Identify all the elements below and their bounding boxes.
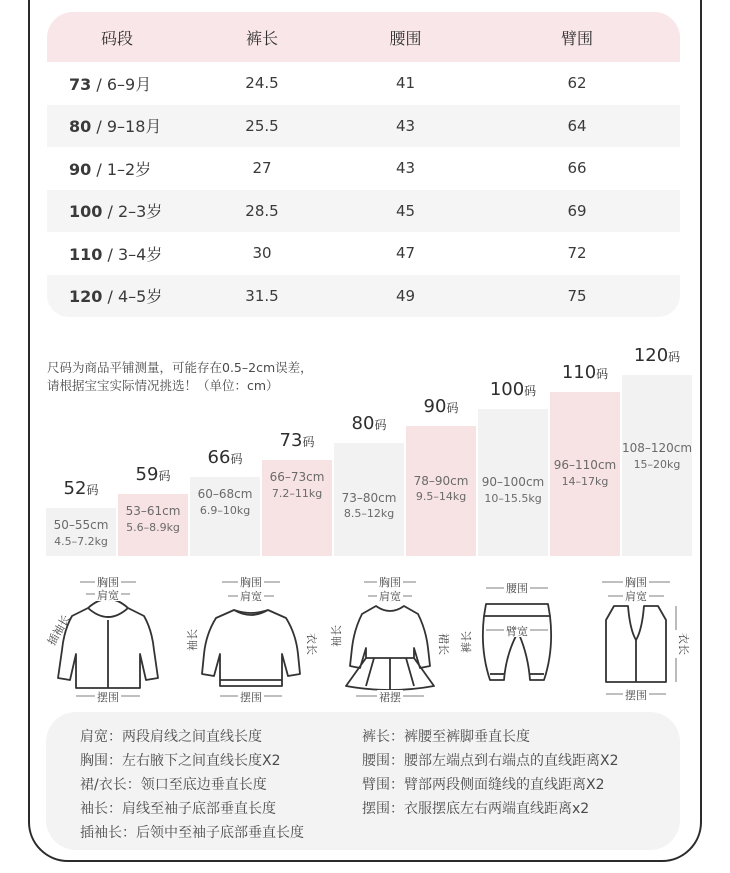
height-range: 73–80cm — [341, 491, 397, 505]
waist-cell: 45 — [395, 201, 416, 220]
height-range: 60–68cm — [197, 487, 253, 501]
pants-length-cell: 30 — [252, 244, 272, 263]
arm-cell: 66 — [567, 159, 587, 178]
size-bar-label — [334, 413, 404, 434]
hoodie-hem-label: 摆围 — [97, 691, 119, 704]
size-bar-label — [118, 464, 188, 485]
dress-icon — [330, 570, 450, 710]
pants-length-cell: 31.5 — [245, 286, 279, 305]
size-unit: 码 — [668, 350, 681, 364]
size-bar — [262, 460, 332, 556]
size-bar — [622, 375, 692, 556]
age-range: / 2–3岁 — [102, 202, 163, 222]
height-range: 90–100cm — [481, 475, 545, 489]
definition-item: 摆围：衣服摆底左右两端直线距离x2 — [362, 801, 590, 817]
definition-item: 肩宽：两段肩线之间直线长度 — [80, 729, 262, 745]
size-bar — [190, 477, 260, 556]
size-unit: 码 — [158, 469, 171, 483]
header-size: 码段 — [100, 28, 133, 48]
hoodie-shoulder-label: 肩宽 — [97, 589, 119, 602]
header-waist: 腰围 — [389, 28, 422, 48]
size-number: 73 — [279, 430, 303, 451]
definition-item: 裙/衣长：领口至底边垂直长度 — [80, 777, 267, 793]
vest-length-label: 衣长 — [677, 633, 690, 655]
waist-cell: 47 — [395, 244, 416, 263]
size-bar — [406, 426, 476, 556]
size-bar-label — [406, 396, 476, 417]
height-range: 50–55cm — [53, 518, 109, 532]
arm-cell: 72 — [567, 244, 587, 263]
size-bar-label — [46, 478, 116, 499]
arm-cell: 62 — [567, 74, 587, 93]
size-bar-label — [262, 430, 332, 451]
definition-item: 袖长：肩线至袖子底部垂直长度 — [80, 801, 276, 817]
height-range: 108–120cm — [622, 441, 693, 455]
definition-item: 臂围：臂部两段侧面缝线的直线距离X2 — [362, 777, 605, 793]
size-value: 110 — [69, 244, 103, 264]
note-line-2: 请根据宝宝实际情况挑选！（单位：cm） — [47, 378, 279, 393]
age-range: / 6–9月 — [91, 74, 152, 94]
sweater-shoulder-label: 肩宽 — [240, 590, 262, 603]
header-arm: 臂围 — [560, 28, 593, 48]
size-bar — [478, 409, 548, 556]
vest-chest-label: 胸围 — [625, 576, 647, 589]
weight-range: 6.9–10kg — [199, 504, 251, 517]
size-unit: 码 — [86, 483, 99, 497]
vest-hem-label: 摆围 — [625, 689, 647, 702]
age-range: / 4–5岁 — [102, 287, 163, 307]
weight-range: 5.6–8.9kg — [126, 521, 180, 534]
waist-cell: 43 — [395, 116, 416, 135]
arm-cell: 64 — [567, 116, 587, 135]
size-unit: 码 — [230, 452, 243, 466]
size-value: 120 — [69, 287, 103, 307]
size-unit: 码 — [374, 418, 387, 432]
sweater-length-label: 衣长 — [305, 633, 318, 655]
vest-shoulder-label: 肩宽 — [625, 590, 647, 603]
size-bar-label — [622, 345, 692, 366]
dress-diagram — [330, 570, 450, 710]
pants-length-label: 裤长 — [460, 631, 473, 653]
size-value: 90 — [69, 159, 92, 179]
definition-item: 胸围：左右腋下之间直线长度X2 — [80, 753, 281, 769]
pants-waist-label: 腰围 — [506, 582, 528, 595]
age-range: / 1–2岁 — [91, 159, 152, 179]
size-value: 73 — [69, 74, 92, 94]
sweater-diagram — [186, 570, 318, 710]
hoodie-icon — [45, 570, 168, 710]
size-value: 100 — [69, 202, 103, 222]
weight-range: 7.2–11kg — [271, 487, 323, 500]
pants-length-cell: 28.5 — [245, 201, 279, 220]
size-number: 90 — [423, 396, 447, 417]
pants-length-cell: 24.5 — [245, 74, 279, 93]
weight-range: 4.5–7.2kg — [54, 535, 108, 548]
definition-item: 插袖长：后领中至袖子底部垂直长度 — [80, 825, 304, 841]
size-number: 100 — [489, 379, 525, 400]
size-number: 80 — [351, 413, 375, 434]
hoodie-diagram — [45, 570, 168, 710]
dress-chest-label: 胸围 — [379, 576, 401, 589]
weight-range: 10–15.5kg — [484, 492, 542, 505]
height-range: 53–61cm — [125, 504, 181, 518]
measurement-definitions — [46, 712, 680, 850]
size-unit: 码 — [446, 401, 459, 415]
vest-diagram — [580, 570, 700, 710]
size-unit: 码 — [302, 435, 315, 449]
header-pants-length: 裤长 — [245, 28, 278, 48]
pants-arm-label: 臂宽 — [506, 625, 528, 638]
definition-item: 裤长：裤腰至裤脚垂直长度 — [362, 729, 530, 745]
age-range: / 3–4岁 — [102, 244, 163, 264]
arm-cell: 75 — [567, 286, 587, 305]
dress-shoulder-label: 肩宽 — [379, 590, 401, 603]
weight-range: 15–20kg — [633, 458, 681, 471]
sweater-icon — [186, 570, 316, 710]
arm-cell: 69 — [567, 201, 587, 220]
age-range: / 9–18月 — [91, 117, 162, 137]
size-bar — [334, 443, 404, 556]
height-range: 66–73cm — [269, 470, 325, 484]
size-value: 80 — [69, 117, 92, 137]
vest-icon — [580, 570, 690, 710]
weight-range: 14–17kg — [561, 475, 609, 488]
size-bar — [118, 494, 188, 556]
sweater-sleeve-label: 袖长 — [186, 629, 199, 651]
size-number: 59 — [135, 464, 159, 485]
size-bar-label — [478, 379, 548, 400]
size-number: 66 — [207, 447, 231, 468]
waist-cell: 49 — [395, 286, 416, 305]
pants-length-cell: 27 — [252, 159, 272, 178]
pants-icon — [462, 570, 572, 710]
size-bar — [550, 392, 620, 556]
waist-cell: 43 — [395, 159, 416, 178]
sweater-hem-label: 摆围 — [240, 691, 262, 704]
size-unit: 码 — [596, 367, 609, 381]
sweater-chest-label: 胸围 — [240, 576, 262, 589]
hoodie-chest-label: 胸围 — [97, 576, 119, 589]
size-unit: 码 — [524, 384, 537, 398]
dress-length-label: 裙长 — [437, 633, 450, 655]
height-range: 96–110cm — [553, 458, 617, 472]
dress-hem-label: 裙摆 — [379, 691, 401, 704]
weight-range: 9.5–14kg — [415, 490, 467, 503]
weight-range: 8.5–12kg — [343, 507, 395, 520]
height-range: 78–90cm — [413, 474, 469, 488]
size-bar — [46, 508, 116, 556]
pants-diagram — [462, 570, 582, 710]
size-bar-label — [550, 362, 620, 383]
size-number: 120 — [633, 345, 669, 366]
size-bar-label — [190, 447, 260, 468]
size-number: 110 — [561, 362, 597, 383]
pants-length-cell: 25.5 — [245, 116, 279, 135]
waist-cell: 41 — [395, 74, 416, 93]
note-line-1: 尺码为商品平铺测量，可能存在0.5–2cm误差， — [47, 360, 313, 375]
definition-item: 腰围：腰部左端点到右端点的直线距离X2 — [362, 753, 619, 769]
size-number: 52 — [63, 478, 87, 499]
hoodie-raglan-label: 插袖长 — [45, 612, 73, 648]
dress-sleeve-label: 袖长 — [330, 625, 343, 647]
